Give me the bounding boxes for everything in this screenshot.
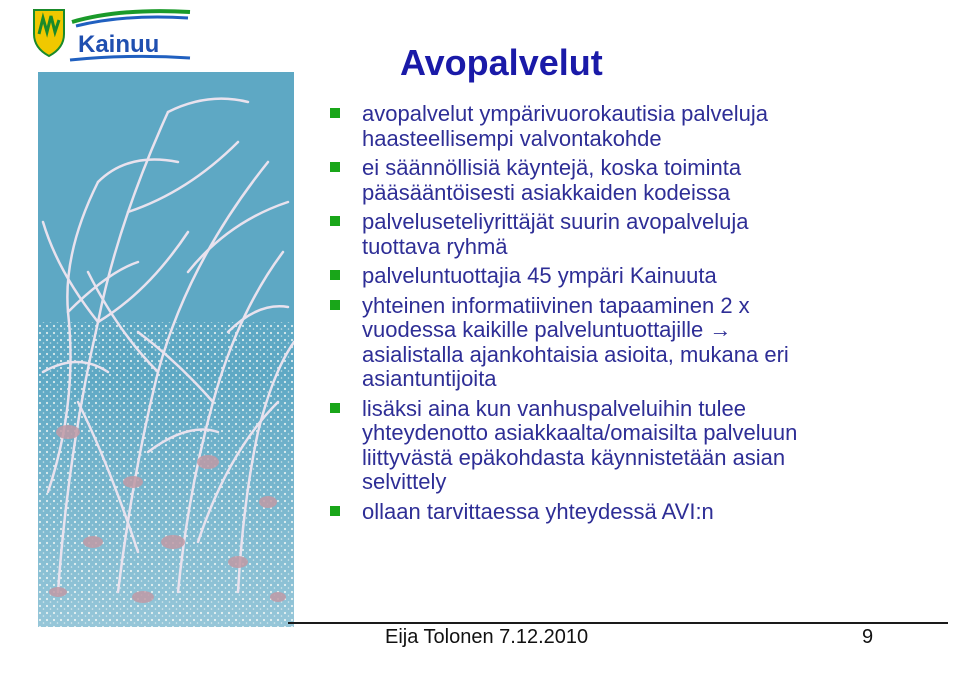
bullet-text-line: yhteydenotto asiakkaalta/omaisilta palveluun (362, 420, 798, 445)
bullet-square-icon (330, 162, 340, 172)
bullet-text-line: liittyvästä epäkohdasta käynnistetään asian (362, 444, 786, 470)
bullet-text-line: avopalvelut ympärivuorokautisia palveluja (362, 101, 769, 126)
bullet-item (326, 294, 926, 392)
slide-title: Avopalvelut (400, 42, 603, 83)
footer-author-date: Eija Tolonen 7.12.2010 (385, 626, 589, 648)
bullet-item (326, 500, 926, 525)
bullet-text-line: ollaan tarvittaessa yhteydessä AVI:n (362, 498, 714, 524)
bullet-square-icon (330, 270, 340, 280)
bullet-text-line: palveluseteliyrittäjät suurin avopalveluja (362, 209, 749, 234)
bullet-list (326, 102, 926, 529)
grass-painting (38, 72, 294, 627)
bullet-item (326, 156, 926, 205)
bullet-text-line: asialistalla ajankohtaisia asioita, mukana eri (362, 341, 789, 367)
bullet-square-icon (330, 216, 340, 226)
kainuu-coat-of-arms-icon (30, 4, 200, 62)
bullet-text-line: lisäksi aina kun vanhuspalveluihin tulee (362, 395, 747, 421)
bullet-text-line: selvittely (362, 469, 447, 494)
bullet-square-icon (330, 300, 340, 310)
bullet-text-line: palveluntuottajia 45 ympäri Kainuuta (362, 263, 717, 288)
footer-divider (288, 622, 948, 624)
bullet-item (326, 102, 926, 151)
bullet-square-icon (330, 403, 340, 413)
bullet-text-line: tuottava ryhmä (362, 233, 508, 259)
page-number: 9 (862, 626, 874, 648)
bullet-text-line: yhteinen informatiivinen tapaaminen 2 x (362, 292, 750, 318)
logo-text: Kainuu (78, 31, 160, 58)
bullet-item (326, 397, 926, 495)
bullet-text-line: pääsääntöisesti asiakkaiden kodeissa (362, 179, 731, 205)
bullet-text-line: haasteellisempi valvontakohde (362, 125, 662, 151)
bullet-square-icon (330, 506, 340, 516)
bullet-item (326, 210, 926, 259)
bullet-text-line: asiantuntijoita (362, 366, 497, 391)
bullet-text-line: ei säännöllisiä käyntejä, koska toiminta (362, 155, 742, 180)
bullet-text-line: vuodessa kaikille palveluntuottajille → (362, 317, 732, 342)
bullet-item (326, 264, 926, 289)
bullet-square-icon (330, 108, 340, 118)
kainuu-logo (30, 4, 200, 62)
